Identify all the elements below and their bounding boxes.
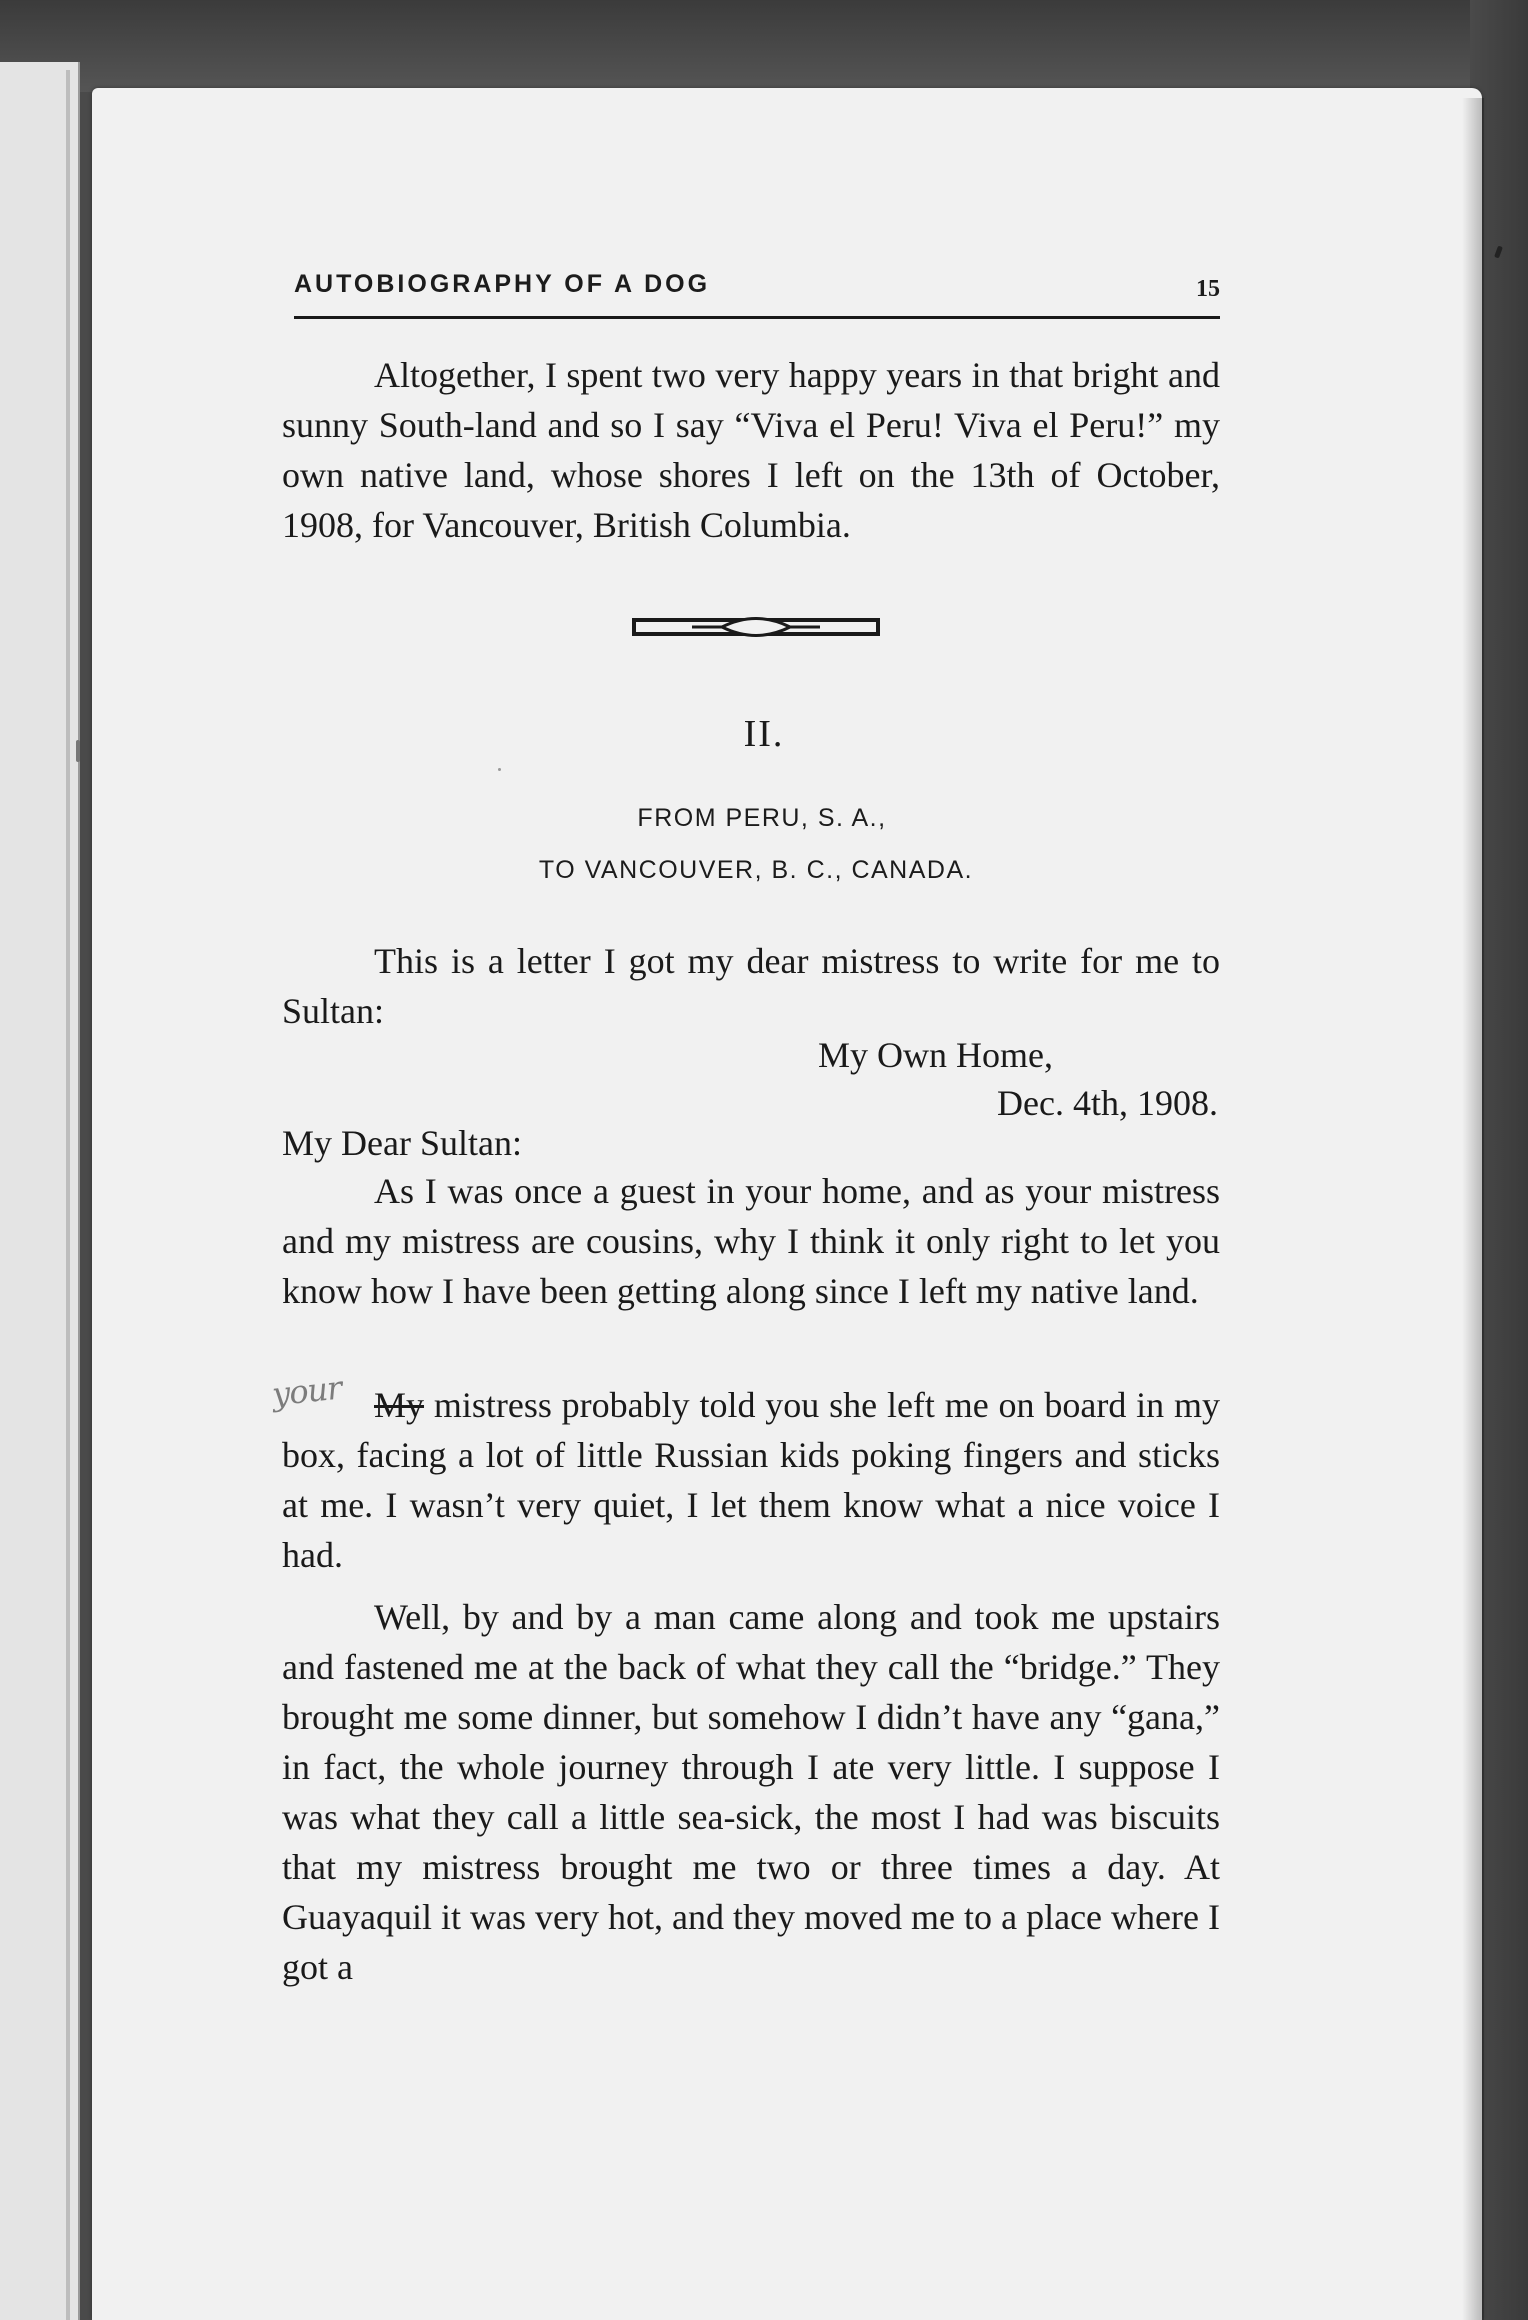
page-shadow: [1462, 98, 1484, 2320]
scan-smudge: [76, 740, 80, 762]
paragraph-1: Altogether, I spent two very happy years in that bright and sunny South-land and so I say “Viva el Peru! Viva el Peru!” my own native land, whose shores I left on the 13th of October, 1908, for Vancouver, British Columbia.: [282, 355, 1220, 545]
page-number: 15: [1196, 276, 1220, 302]
scan-speck: [498, 768, 501, 771]
paragraph-5: Well, by and by a man came along and took me upstairs and fastened me at the back of what they call the “bridge.” They brought me some dinner, but somehow I didn’t have any “gana,” in fact, the whole journey through I ate very little. I suppose I was what they call a little sea-sick, the most I had was biscuits that my mistress brought me two or three times a day. At Guayaquil it was very hot, and they moved me to a place where I got a: [282, 1597, 1220, 1987]
paragraph-2: This is a letter I got my dear mistress to write for me to Sultan:: [282, 941, 1220, 1031]
letter-salutation: My Dear Sultan:: [282, 1123, 522, 1163]
ornament-divider: [632, 612, 880, 642]
scan-background-top: [0, 0, 1528, 92]
paragraph-4: [282, 1380, 1220, 1580]
chapter-subtitle-line1: FROM PERU, S. A.,: [637, 804, 887, 832]
letter-date: Dec. 4th, 1908.: [997, 1083, 1218, 1123]
paragraph-4-text: mistress probably told you she left me on board in my box, facing a lot of little Russian kids poking fingers and sticks at me. I wasn’t very quiet, I let them know what a nice voice I had.: [282, 1385, 1220, 1575]
page-header: [294, 266, 1220, 319]
running-head: AUTOBIOGRAPHY OF A DOG: [294, 270, 711, 298]
paragraph-3: As I was once a guest in your home, and as your mistress and my mistress are cousins, why I think it only right to let you know how I have been getting along since I left my native land.: [282, 1171, 1220, 1311]
facing-page-gutter: [66, 70, 70, 2320]
struck-word: My: [374, 1385, 425, 1425]
letter-address: My Own Home,: [818, 1035, 1053, 1075]
chapter-subtitle-line2: TO VANCOUVER, B. C., CANADA.: [538, 856, 974, 884]
handwritten-annotation: your: [270, 1368, 344, 1414]
chapter-number: II.: [743, 713, 785, 755]
